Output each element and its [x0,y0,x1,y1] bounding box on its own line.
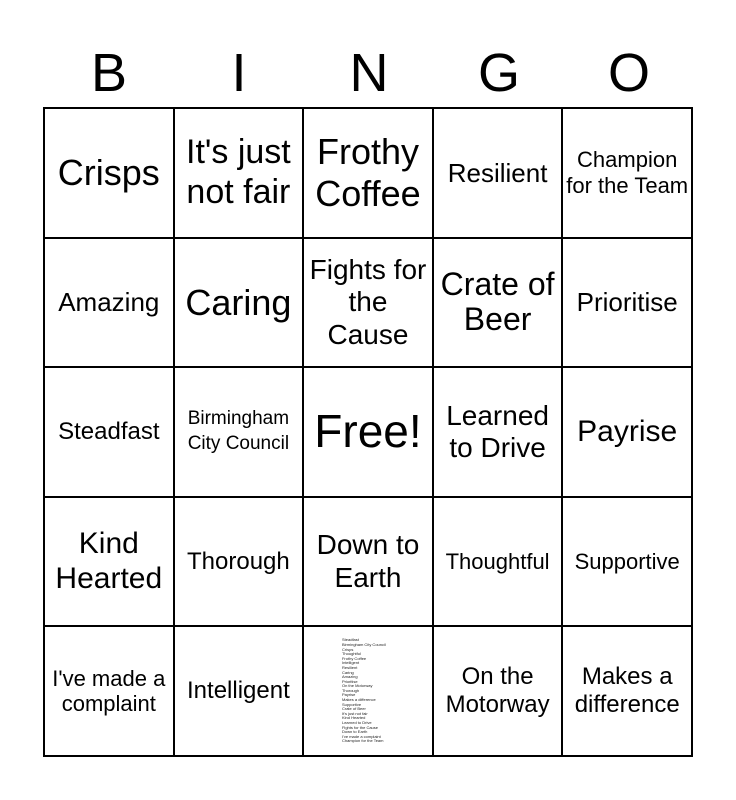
bingo-header [44,38,694,108]
bingo-cell [44,626,174,756]
cell-text: I've made a complaint [52,665,166,717]
bingo-cell [303,238,433,368]
bingo-cell [433,108,563,238]
tiny-word-list [342,638,394,744]
tiny-list-item: Crate of Beer [341,706,366,712]
cell-text: Resilient [447,157,548,188]
tiny-list-item: Fights for the Cause [341,724,379,730]
header-letter-i: I [231,43,247,103]
bingo-cell [44,367,174,497]
tiny-list-item: Amazing [341,674,358,680]
cell-text: Makes a difference [574,663,680,719]
bingo-cell [562,367,692,497]
tiny-list-item: I've made a complaint [341,733,381,739]
cell-text: Crisps [57,151,160,193]
bingo-cell [562,497,692,627]
tiny-list-item: Caring [341,669,354,675]
cell-text: It's just not fair [186,133,291,211]
bingo-cell [433,238,563,368]
tiny-list-item: On the Motorway [341,683,373,689]
bingo-cell [562,108,692,238]
cell-text: Down to Earth [316,529,420,593]
bingo-cell [174,238,304,368]
tiny-list-item: Down to Earth [341,729,368,735]
bingo-cell [44,108,174,238]
cell-text: Champion for the Team [566,147,689,198]
bingo-cell-tiny-list [303,626,433,756]
tiny-list-item: Thorough [341,687,360,693]
bingo-cell [44,238,174,368]
cell-text: Birmingham City Council [187,408,290,454]
header-letter-o: O [607,43,650,103]
tiny-list-item: Birmingham City Council [341,641,386,647]
bingo-cell [174,108,304,238]
cell-text: Steadfast [58,418,160,446]
tiny-list-item: Supportive [341,701,362,707]
tiny-list-item: Frothy Coffee [341,655,367,661]
tiny-list-item: Steadfast [341,637,359,643]
bingo-cell [562,626,692,756]
tiny-list-item: Makes a difference [341,697,376,703]
tiny-list-item: Prioritise [341,678,358,684]
cell-text: Payrise [577,414,678,448]
cell-text: On the Motorway [445,663,550,719]
tiny-list-item: Intelligent [341,660,360,666]
tiny-list-item: Resilient [341,664,358,670]
bingo-cell [174,367,304,497]
tiny-list-item: It's just not fair [341,710,368,716]
tiny-list-item: Learned to Drive [341,720,372,726]
cell-text: Amazing [58,287,160,318]
header-letter-b: B [90,43,128,103]
bingo-cell [44,497,174,627]
header-letter-g: G [477,43,520,103]
cell-text: Supportive [574,548,680,574]
bingo-cell [174,626,304,756]
bingo-cell [303,497,433,627]
bingo-cell-free [303,367,433,497]
tiny-list-item: Kind Hearted [341,715,366,721]
cell-text: Fights for the Cause [309,253,427,350]
bingo-cell [433,367,563,497]
header-letter-n: N [349,43,389,103]
bingo-cell [433,626,563,756]
cell-text: Caring [185,281,292,323]
bingo-cell [174,497,304,627]
tiny-list-item: Payrise [341,692,356,698]
cell-text: Frothy Coffee [315,131,421,214]
cell-text: Thorough [187,547,290,575]
bingo-grid [43,107,693,757]
tiny-list-item: Champion for the Team [341,738,384,744]
free-space-text: Free! [314,405,422,458]
tiny-list-wrap [306,629,430,753]
tiny-list-item: Thoughtful [341,651,361,657]
bingo-cell [433,497,563,627]
cell-text: Crate of Beer [440,266,555,338]
cell-text: Thoughtful [445,548,550,574]
cell-text: Learned to Drive [446,399,549,463]
tiny-list-item: Crisps [341,646,354,652]
cell-text: Intelligent [187,677,290,705]
bingo-cell [303,108,433,238]
cell-text: Kind Hearted [55,526,163,595]
cell-text: Prioritise [576,287,678,318]
bingo-cell [562,238,692,368]
